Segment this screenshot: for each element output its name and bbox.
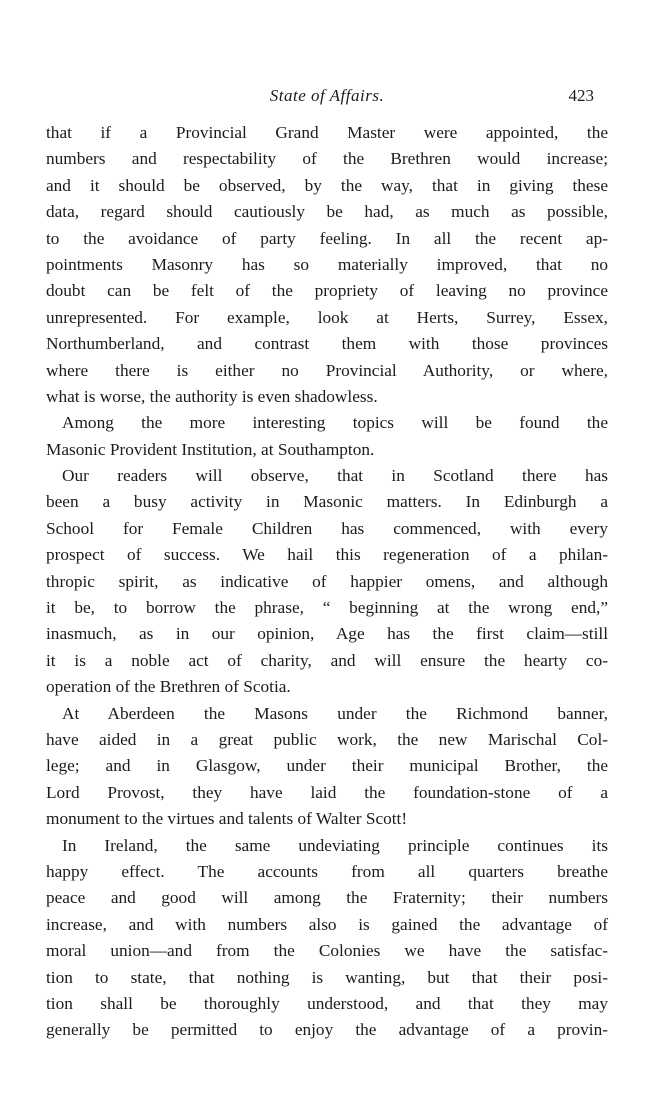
text-line: moral union—and from the Colonies we have the satisfac- xyxy=(46,941,608,961)
text-line: what is worse, the authority is even shadowless. xyxy=(46,386,378,406)
text-line: doubt can be felt of the propriety of leaving no province xyxy=(46,281,608,301)
running-title: State of Affairs. xyxy=(269,86,385,105)
text-line: pointments Masonry has so materially improved, that no xyxy=(46,254,608,274)
text-line: happy effect. The accounts from all quarters breathe xyxy=(46,861,608,881)
text-line: lege; and in Glasgow, under their municipal Brother, the xyxy=(46,756,608,776)
text-line: prospect of success. We hail this regeneration of a philan- xyxy=(46,545,608,565)
text-line: School for Female Children has commenced, with every xyxy=(46,518,608,538)
text-line: increase, and with numbers also is gained the advantage of xyxy=(46,914,608,934)
body-text xyxy=(46,120,608,1044)
text-line: Lord Provost, they have laid the foundation-stone of a xyxy=(46,782,608,802)
text-line: inasmuch, as in our opinion, Age has the first claim—still xyxy=(46,624,608,644)
text-line: thropic spirit, as indicative of happier omens, and although xyxy=(46,571,608,591)
page-number: 423 xyxy=(568,86,594,105)
text-line: At Aberdeen the Masons under the Richmond banner, xyxy=(62,703,608,723)
text-line: In Ireland, the same undeviating principle continues its xyxy=(62,835,608,855)
text-line: operation of the Brethren of Scotia. xyxy=(46,677,291,697)
text-line: Our readers will observe, that in Scotland there has xyxy=(62,466,608,486)
text-line: Northumberland, and contrast them with those provinces xyxy=(46,334,608,354)
text-line: Masonic Provident Institution, at Southampton. xyxy=(46,439,375,459)
text-line: tion shall be thoroughly understood, and that they may xyxy=(46,993,608,1013)
text-line: that if a Provincial Grand Master were appointed, the xyxy=(46,123,608,142)
text-line: have aided in a great public work, the new Marischal Col- xyxy=(46,729,608,749)
text-line: been a busy activity in Masonic matters. In Edinburgh a xyxy=(46,492,608,512)
text-line: to the avoidance of party feeling. In all the recent ap- xyxy=(46,228,608,248)
text-line: and it should be observed, by the way, that in giving these xyxy=(46,175,608,195)
text-line: Among the more interesting topics will be found the xyxy=(62,413,608,433)
running-head xyxy=(46,86,608,110)
text-line: generally be permitted to enjoy the advantage of a provin- xyxy=(46,1020,608,1040)
text-line: it be, to borrow the phrase, “ beginning at the wrong end,” xyxy=(46,598,608,618)
text-line: it is a noble act of charity, and will ensure the hearty co- xyxy=(46,650,608,670)
text-line: where there is either no Provincial Authority, or where, xyxy=(46,360,608,380)
text-line: monument to the virtues and talents of Walter Scott! xyxy=(46,809,408,829)
text-line: unrepresented. For example, look at Herts, Surrey, Essex, xyxy=(46,307,608,327)
text-line: data, regard should cautiously be had, as much as possible, xyxy=(46,202,608,222)
text-line: tion to state, that nothing is wanting, but that their posi- xyxy=(46,967,608,987)
text-line: peace and good will among the Fraternity; their numbers xyxy=(46,888,608,908)
text-line: numbers and respectability of the Brethren would increase; xyxy=(46,149,608,169)
